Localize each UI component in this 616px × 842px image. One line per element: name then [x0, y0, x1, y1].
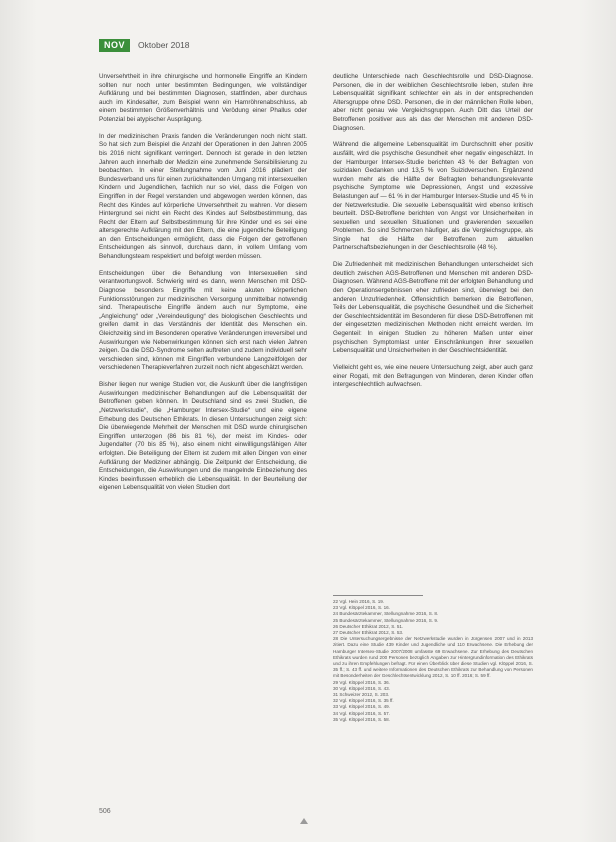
paragraph: In der medizinischen Praxis fanden die Veränderungen noch nicht statt. So hat sich zum Beispiel die Anzahl der Operationen in den Jahren 2005 bis 2016 nicht signifikant verringert. Dennoch ist gerade in den letzten Jahren auch innerhalb der Medizin eine zunehmende Sensibilisierung zu beobachten. In einer Stellungnahme vom Juni 2016 plädiert der Bundesverband uns für einen zurückhaltenden Umgang mit intersexuellen Kindern und Jugendlichen, fachlich nur so viel, dass die Folgen von Eingriffen in der Regel verstanden und abgewogen werden können, das Recht des Kindes auf körperliche Unversehrtheit zu wahren. Vor diesem Hintergrund sei nicht ein Recht des Kindes auf Selbstbestimmung, das Recht der Eltern auf Selbstbestimmung für ihre Kinder und es sei eine altersgerechte Aufklärung mit den Eltern, die eine jugendliche Beteiligung an den Entscheidungen ermöglicht, dass die Folgen der getroffenen Entscheidungen als sinnvoll, durchaus dann, in vollem Umfang vom Behandlungsteam respektiert und befolgt werden müssen. — [99, 132, 307, 261]
footnote: 35 Vgl. Klöppel 2016, S. 58. — [333, 716, 390, 722]
footnote: 28 Die Untersuchungsergebnisse der Netzwerkstudie wurden in Jürgensen 2007 und in 2013 zitiert. Dazu eine Studie 439 Kinder und Jugendliche und 110 Erwachsene. Die Erhebung der Hamburger Intersex-Studie 2007/2008 umfasste 69 Erwachsene. Zur Erhebung des Deutschen Ethikrats wurden rund 200 Personen bezüglich Angaben zur Hintergrundinformation des Ethikrats und zu ihren Empfehlungen befragt. Für einen Überblick über diese Studien vgl. Klöppel 2016, S. 35 ff.; S. 43 ff. und weitere Informationen des Deutschen Ethikrats zur Behandlung von Personen mit Besonderheiten der Geschlechtsentwicklung 2012, S. 10 ff. 2016; S. 59 ff. — [333, 636, 533, 679]
footnote: 34 Vgl. Klöppel 2016, S. 57. — [333, 710, 390, 716]
section-badge: NOV — [99, 39, 130, 52]
footnote: 26 Deutscher Ethikrat 2012, S. 51. — [333, 623, 404, 629]
paragraph: Bisher liegen nur wenige Studien vor, die Auskunft über die langfristigen Auswirkungen medizinischer Behandlungen auf die Lebensqualität der Betroffenen geben können. In Deutschland sind es zwei Studien, die „Netzwerkstudie“, die „Hamburger Intersex-Studie“ und eine eigene Erhebung des Deutschen Ethikrats. In diesen Untersuchungen zeigt sich: Die überwiegende Mehrheit der Menschen mit DSD wurde chirurgischen Eingriffen unterzogen (86 bis 81 %), der meist im Kindes- oder Jugendalter (70 bis 85 %), also einem nicht einwilligungsfähigen Alter erfolgten. Die Beteiligung der Eltern ist zudem mit allen Dingen von einer Aufklärung der Mediziner abhängig. Die Zeitpunkt der Entscheidung, die Entscheidungen, die Auswirkungen und die mangelnde Einbeziehung des Kindes beeinflussen erheblich die Lebensqualität. In der Beurteilung der eigenen Lebensqualität von vielen Studien dort — [99, 381, 307, 492]
footnote: 32 Vgl. Klöppel 2016, S. 35 ff. — [333, 698, 394, 704]
paragraph: Unversehrtheit in ihre chirurgische und hormonelle Eingriffe an Kindern sollten nur noch unter bestimmten Bedingungen, wie vollständiger Aufklärung und bei bestimmten Diagnosen, stattfinden, aber durchaus auch im Kindesalter, zum Beispiel wenn ein Harnröhrenabschluss, ab einem bestimmten Größenverhältnis und Verödung einer Phallus oder Potenzial bei atypischer Ausprägung. — [99, 73, 307, 123]
footnote: 22 Vgl. Hein 2016, S. 19. — [333, 599, 385, 604]
footnote: 27 Deutscher Ethikrat 2012, S. 53. — [333, 630, 404, 636]
paragraph: Entscheidungen über die Behandlung von Intersexuellen sind verantwortungsvoll. Schwierig wird es dann, wenn Menschen mit DSD-Diagnose besonders Eingriffe mit keine akuten körperlichen Funktionsstörungen zur medizinischen Versorgung unmittelbar notwendig sind. Therapeutische Eingriffe ändern auch nur Symptome, eine „Angleichung“ oder „Vereindeutigung“ des biologischen Geschlechts und greifen damit in das Verständnis der Identität des Menschen ein. Gleichzeitig sind im Besonderen operative Veränderungen irreversibel und Auswirkungen wie Nebenwirkungen können sich erst nach vielen Jahren zeigen. Da die DSD-Syndrome selten auftreten und zudem individuell sehr verschieden sind, können mit Eingriffen verbundene Langzeitfolgen der verschiedenen Therapieverfahren zurzeit noch nicht abgeschätzt werden. — [99, 269, 307, 372]
footnote: 29 Vgl. Klöppel 2016, S. 36. — [333, 679, 390, 685]
footnote: 25 Bundesärztekammer, Stellungnahme 2016, S. 9. — [333, 617, 439, 623]
paragraph: Während die allgemeine Lebensqualität im Durchschnitt eher positiv ausfällt, wird die psychische Gesundheit eher negativ eingeschätzt. In der Hamburger Intersex-Studie berichten 43 % der Befragten von suizidalen Gedanken und 13,5 % von Suizidversuchen. Ergänzend wurden mehr als die Hälfte der Befragten behandlungsrelevante psychische Symptome wie Depressionen, Angst und exzessive Belastungen auf — 61 % in der Hamburger Intersex-Studie und 45 % in der Netzwerkstudie. Die sexuelle Lebensqualität wird ebenso kritisch beurteilt. DSD-Betroffene berichten von Angst vor Unsicherheiten in sexuellen und sexuellen Situationen und gravierenden sexuellen Problemen. So sind Schmerzen häufiger, als die Vergleichsgruppe, als Single hat die Hälfte der Betroffenen zum aktuellen Partnerschaftsbeziehungen in der Geschlechtsrolle (48 %). — [333, 141, 533, 252]
footnote: 24 Bundesärztekammer, Stellungnahme 2016, S. 8. — [333, 611, 439, 617]
page-header — [99, 38, 190, 52]
footnote: 23 Vgl. Klöppel 2016, S. 16. — [333, 605, 390, 611]
footnotes — [333, 599, 533, 723]
paragraph: Vielleicht geht es, wie eine neuere Untersuchung zeigt, aber auch ganz einer Rogati, mit den Befragungen von Minderen, deren Kinder offen intergeschlechtlich aufwachsen. — [333, 363, 533, 389]
left-column — [99, 73, 307, 501]
page-number: 506 — [99, 808, 111, 815]
footnote: 30 Vgl. Klöppel 2016, S. 43. — [333, 685, 390, 691]
issue-date: Oktober 2018 — [138, 40, 190, 50]
paragraph: Die Zufriedenheit mit medizinischen Behandlungen unterscheidet sich deutlich zwischen AGS-Betroffenen und Menschen mit anderen DSD-Diagnosen. Während AGS-Betroffene mit der erfolgten Behandlung und den Operationsergebnissen eher zufrieden sind, überwiegt bei den anderen Unzufriedenheit. Offensichtlich bemerken die Betroffenen, Teils der Lebensqualität, die psychische Gesundheit und die Sicherheit der Geschlechtsidentität im Besonderen für diese DSD-Betroffenen mit der eingesetzten medizinischen Methoden nicht erreicht werden. Im Gegenteil: In einigen Studien zu höheren Maßen unter einer psychischen Symptomlast unter Einschränkungen ihrer sexuellen Lebensqualität und Unsicherheiten in der Geschlechtsidentität. — [333, 261, 533, 355]
footnote: 33 Vgl. Klöppel 2016, S. 49. — [333, 704, 390, 710]
paragraph: deutliche Unterschiede nach Geschlechtsrolle und DSD-Diagnose. Personen, die in der weiblichen Geschlechtsrolle leben, stufen ihre Lebensqualität signifikant schlechter ein als in der entsprechenden Altersgruppe ohne DSD. Personen, die in der männlichen Rolle leben, aber nicht genau wie Vergleichsgruppen. Auch Ditt das Urteil der Betroffenen positiver aus als das der Menschen mit anderen DSD-Diagnosen. — [333, 73, 533, 132]
right-column — [333, 73, 533, 398]
footnote-divider — [333, 595, 423, 596]
footnote: 31 Schweizer 2012, S. 203. — [333, 692, 390, 698]
end-marker-icon — [300, 818, 308, 824]
